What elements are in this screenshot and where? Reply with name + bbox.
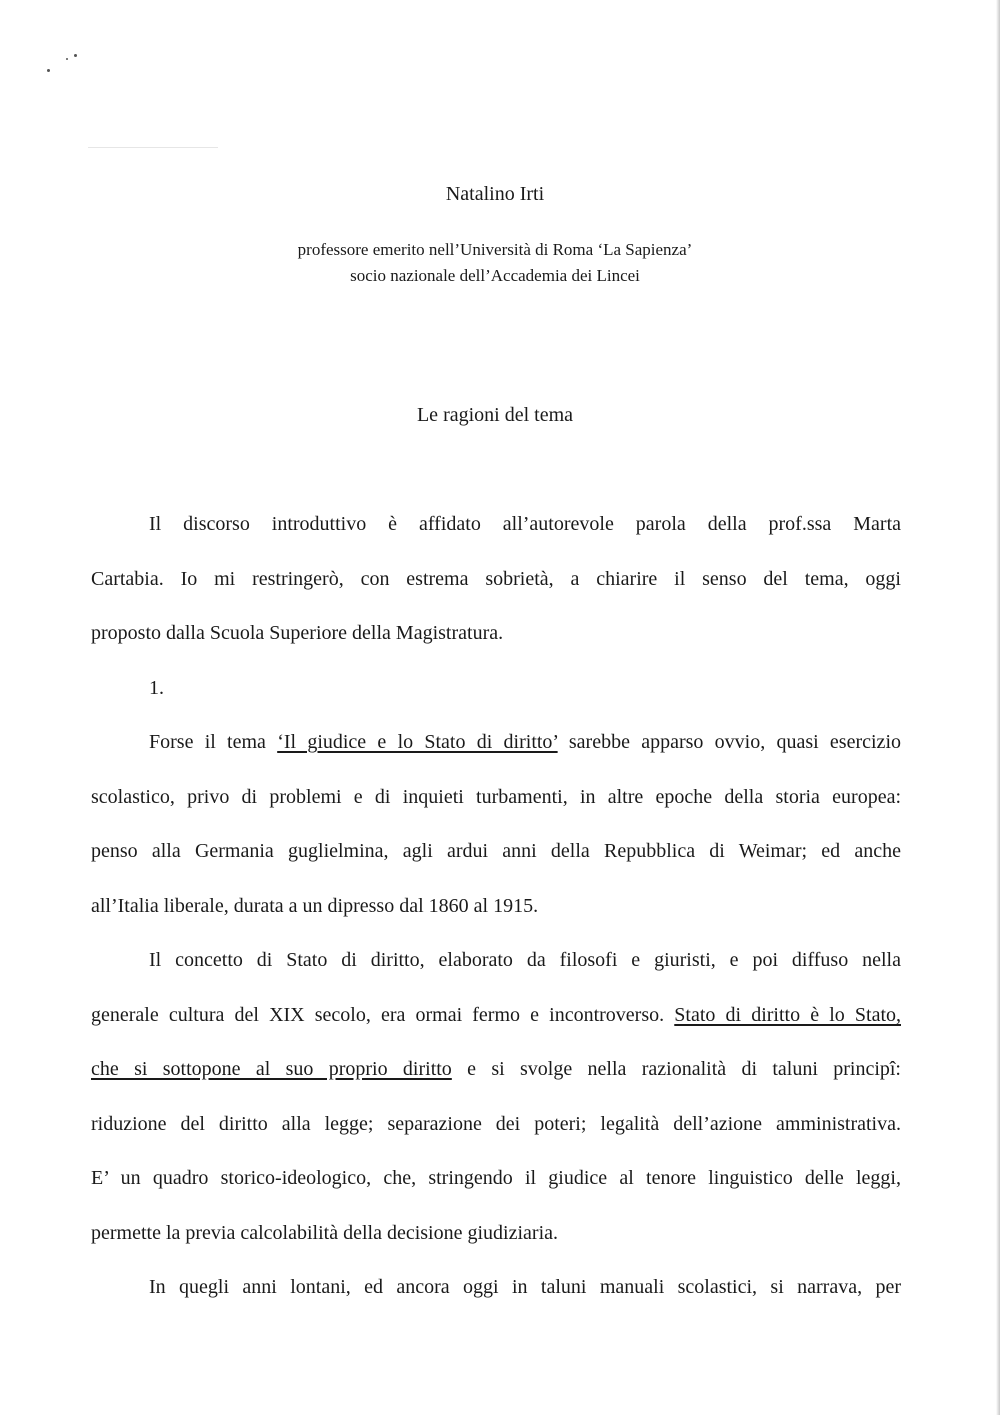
paragraph-1-line: proposto dalla Scuola Superiore della Magistratura. bbox=[91, 622, 504, 644]
section-title: Le ragioni del tema bbox=[416, 404, 574, 426]
paragraph-3-line: Il concetto di Stato di diritto, elaborato da filosofi e giuristi, e poi diffuso nella bbox=[149, 949, 901, 971]
paragraph-1-line: Cartabia. Io mi restringerò, con estrema sobrietà, a chiarire il senso del tema, oggi bbox=[91, 568, 901, 590]
scan-speck bbox=[74, 54, 77, 57]
author-name: Natalino Irti bbox=[445, 183, 545, 205]
paragraph-4-line: In quegli anni lontani, ed ancora oggi in taluni manuali scolastici, si narrava, per bbox=[149, 1276, 901, 1298]
paragraph-2-line: scolastico, privo di problemi e di inquieti turbamenti, in altre epoche della storia europea: bbox=[91, 786, 901, 808]
paragraph-3-line bbox=[91, 1058, 901, 1081]
underlined-definition: che si sottopone al suo proprio diritto bbox=[91, 1058, 452, 1080]
text-segment: generale cultura del XIX secolo, era ormai fermo e incontroverso. bbox=[91, 1004, 675, 1026]
affiliation-line-1: professore emerito nell’Università di Roma ‘La Sapienza’ bbox=[297, 240, 693, 259]
affiliation-line-2: socio nazionale dell’Accademia dei Lincei bbox=[350, 266, 640, 285]
paragraph-2-line: penso alla Germania guglielmina, agli ardui anni della Repubblica di Weimar; ed anche bbox=[91, 840, 901, 862]
paragraph-3-line: riduzione del diritto alla legge; separazione dei poteri; legalità dell’azione amministrativa. bbox=[91, 1113, 901, 1135]
paragraph-2-line bbox=[149, 731, 901, 754]
paragraph-3-line bbox=[91, 1004, 901, 1027]
scan-faint-line bbox=[88, 147, 218, 148]
text-segment: Forse il tema bbox=[149, 731, 278, 753]
underlined-definition: Stato di diritto è lo Stato, bbox=[674, 1004, 901, 1026]
paragraph-3-line: E’ un quadro storico-ideologico, che, stringendo il giudice al tenore linguistico delle leggi, bbox=[91, 1167, 901, 1189]
scan-right-edge bbox=[996, 0, 1000, 1415]
paragraph-1-line: Il discorso introduttivo è affidato all’autorevole parola della prof.ssa Marta bbox=[149, 513, 901, 535]
scan-speck bbox=[47, 69, 50, 72]
text-segment: e si svolge nella razionalità di taluni principî: bbox=[451, 1058, 901, 1080]
underlined-topic: ‘Il giudice e lo Stato di diritto’ bbox=[277, 731, 558, 753]
paragraph-2-line: all’Italia liberale, durata a un dipresso dal 1860 al 1915. bbox=[91, 895, 539, 917]
text-segment: sarebbe apparso ovvio, quasi esercizio bbox=[557, 731, 901, 753]
section-number: 1. bbox=[149, 677, 164, 699]
paragraph-3-line: permette la previa calcolabilità della decisione giudiziaria. bbox=[91, 1222, 559, 1244]
scan-speck bbox=[66, 58, 68, 60]
